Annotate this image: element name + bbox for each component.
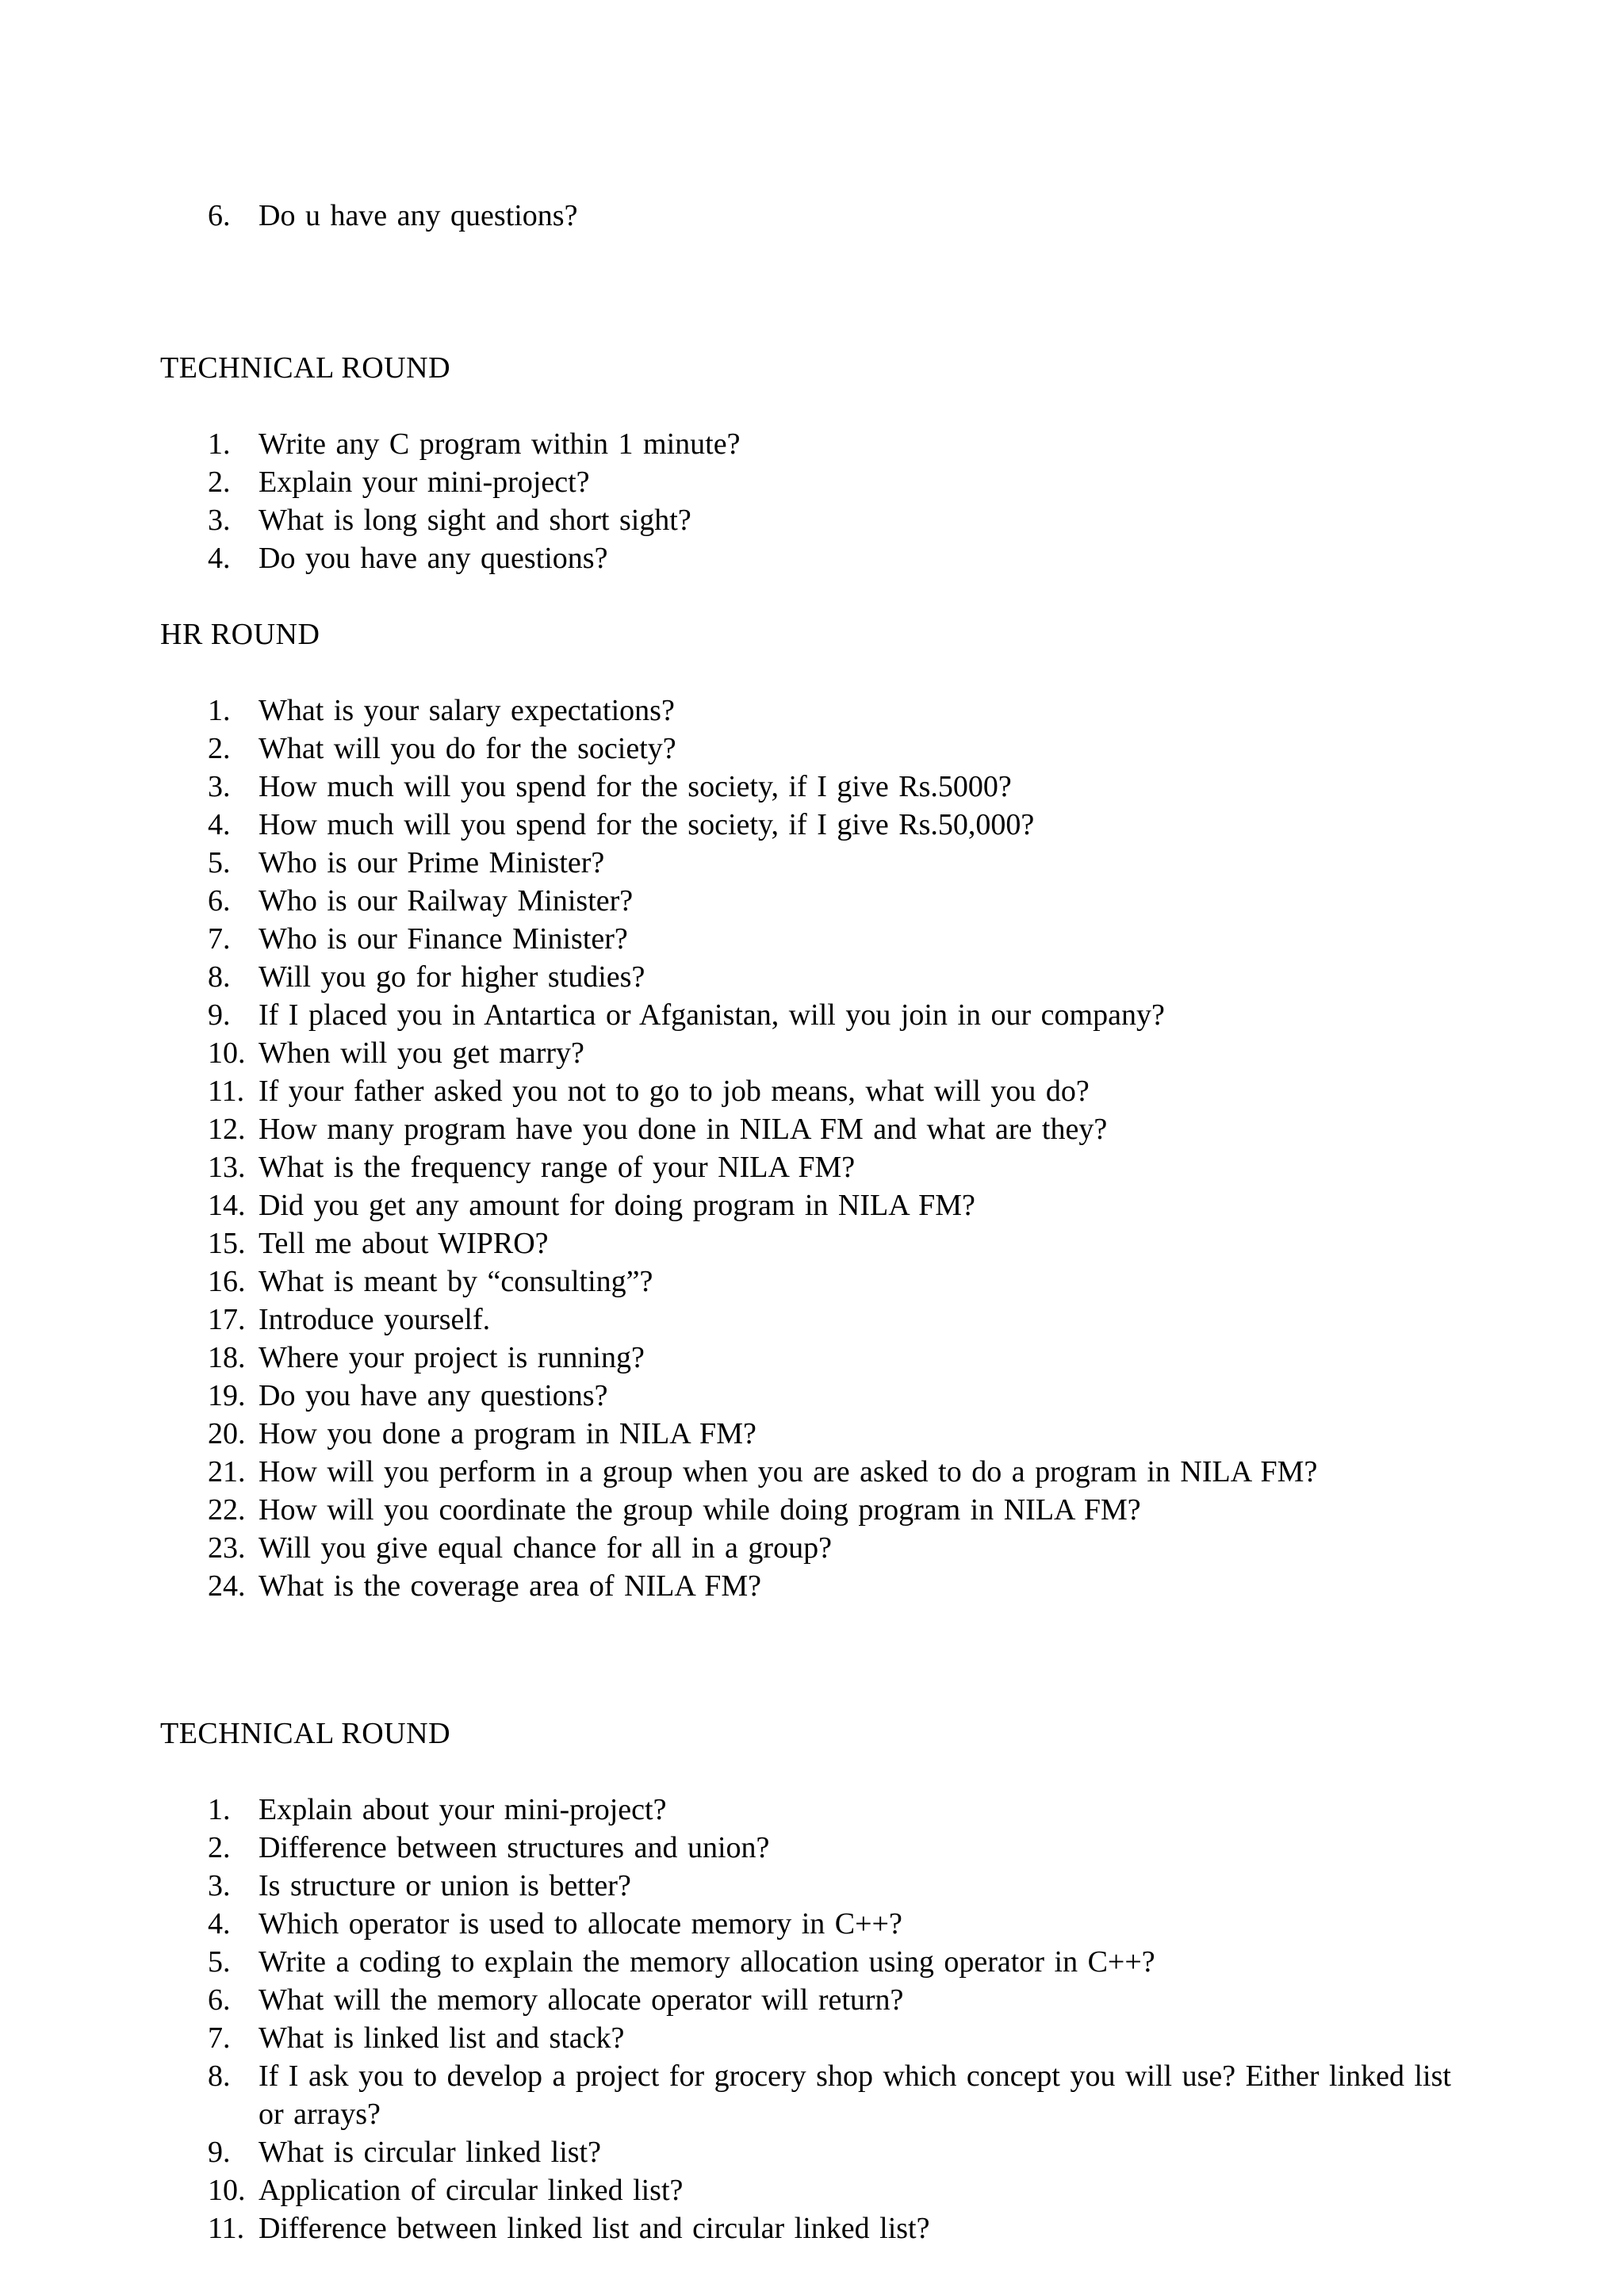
item-text: Will you give equal chance for all in a group? bbox=[259, 1531, 832, 1565]
item-text: Difference between linked list and circular linked list? bbox=[259, 2212, 930, 2245]
section-heading-hr-round: HR ROUND bbox=[160, 618, 320, 651]
item-number: 15. bbox=[208, 1227, 246, 1260]
item-text: Write any C program within 1 minute? bbox=[259, 427, 741, 461]
item-number: 21. bbox=[208, 1455, 246, 1488]
item-text: Explain about your mini-project? bbox=[259, 1793, 667, 1826]
list-item bbox=[0, 425, 1624, 463]
item-text: What is your salary expectations? bbox=[259, 694, 675, 727]
item-text: What is long sight and short sight? bbox=[259, 504, 691, 537]
item-number: 7. bbox=[208, 922, 231, 956]
section-heading-technical-round-2: TECHNICAL ROUND bbox=[160, 1717, 451, 1750]
item-number: 17. bbox=[208, 1303, 246, 1336]
item-text: Who is our Railway Minister? bbox=[259, 884, 634, 918]
list-item bbox=[0, 768, 1624, 806]
list-item bbox=[0, 2133, 1624, 2171]
item-text: Explain your mini-project? bbox=[259, 466, 590, 499]
hr-round-list bbox=[0, 692, 1624, 1605]
list-item bbox=[0, 1453, 1624, 1491]
item-number: 3. bbox=[208, 1869, 231, 1902]
list-item bbox=[0, 920, 1624, 958]
item-number: 10. bbox=[208, 2174, 246, 2207]
item-text: When will you get marry? bbox=[259, 1036, 584, 1070]
item-text: Introduce yourself. bbox=[259, 1303, 491, 1336]
item-number: 2. bbox=[208, 732, 231, 765]
list-item bbox=[0, 1867, 1624, 1905]
list-item bbox=[0, 463, 1624, 501]
item-text: Will you go for higher studies? bbox=[259, 960, 645, 994]
item-text: Do you have any questions? bbox=[259, 542, 608, 575]
list-item bbox=[0, 197, 1624, 235]
item-number: 4. bbox=[208, 1907, 231, 1941]
item-number: 1. bbox=[208, 1793, 231, 1826]
item-text: How you done a program in NILA FM? bbox=[259, 1417, 756, 1450]
item-number: 14. bbox=[208, 1189, 246, 1222]
item-number: 11. bbox=[208, 2212, 245, 2245]
list-item bbox=[0, 882, 1624, 920]
item-text: Application of circular linked list? bbox=[259, 2174, 684, 2207]
section-heading-technical-round-1: TECHNICAL ROUND bbox=[160, 351, 451, 385]
item-text: How much will you spend for the society, if I give Rs.50,000? bbox=[259, 808, 1035, 841]
list-item bbox=[0, 1981, 1624, 2019]
item-text: Did you get any amount for doing program in NILA FM? bbox=[259, 1189, 975, 1222]
item-text: Difference between structures and union? bbox=[259, 1831, 770, 1864]
item-text: What is circular linked list? bbox=[259, 2136, 601, 2169]
item-number: 6. bbox=[208, 884, 231, 918]
item-number: 22. bbox=[208, 1493, 246, 1527]
item-text: How much will you spend for the society, if I give Rs.5000? bbox=[259, 770, 1012, 803]
list-item bbox=[0, 1072, 1624, 1110]
item-number: 9. bbox=[208, 998, 231, 1032]
list-item bbox=[0, 1905, 1624, 1943]
item-number: 23. bbox=[208, 1531, 246, 1565]
item-text: If I ask you to develop a project for grocery shop which concept you will use? Either linked list or arrays? bbox=[259, 2059, 1451, 2131]
item-number: 9. bbox=[208, 2136, 231, 2169]
list-item bbox=[0, 958, 1624, 996]
item-number: 5. bbox=[208, 846, 231, 879]
list-item bbox=[0, 1377, 1624, 1415]
item-text: What will you do for the society? bbox=[259, 732, 676, 765]
item-number: 18. bbox=[208, 1341, 246, 1374]
item-number: 7. bbox=[208, 2021, 231, 2055]
list-item bbox=[0, 1567, 1624, 1605]
item-text: How will you coordinate the group while doing program in NILA FM? bbox=[259, 1493, 1141, 1527]
list-item bbox=[0, 2057, 1624, 2133]
list-item bbox=[0, 1791, 1624, 1829]
list-item bbox=[0, 1491, 1624, 1529]
item-number: 4. bbox=[208, 808, 231, 841]
list-item bbox=[0, 2171, 1624, 2209]
item-text: What is linked list and stack? bbox=[259, 2021, 625, 2055]
item-number: 13. bbox=[208, 1151, 246, 1184]
item-text: If I placed you in Antartica or Afganistan, will you join in our company? bbox=[259, 998, 1165, 1032]
item-text: If your father asked you not to go to job means, what will you do? bbox=[259, 1075, 1090, 1108]
list-item bbox=[0, 1301, 1624, 1339]
list-item bbox=[0, 1148, 1624, 1186]
list-item bbox=[0, 2209, 1624, 2247]
item-number: 3. bbox=[208, 504, 231, 537]
list-item bbox=[0, 1943, 1624, 1981]
item-text: Is structure or union is better? bbox=[259, 1869, 631, 1902]
item-text: Do you have any questions? bbox=[259, 1379, 608, 1412]
item-text: How many program have you done in NILA FM and what are they? bbox=[259, 1113, 1108, 1146]
technical-round-1-list bbox=[0, 425, 1624, 577]
list-item bbox=[0, 1829, 1624, 1867]
item-number: 5. bbox=[208, 1945, 231, 1979]
list-item bbox=[0, 1415, 1624, 1453]
list-item bbox=[0, 844, 1624, 882]
item-number: 4. bbox=[208, 542, 231, 575]
list-item bbox=[0, 730, 1624, 768]
item-text: Where your project is running? bbox=[259, 1341, 645, 1374]
item-number: 1. bbox=[208, 427, 231, 461]
technical-round-2-list bbox=[0, 1791, 1624, 2247]
continued-question-list bbox=[0, 197, 1624, 235]
item-number: 24. bbox=[208, 1569, 246, 1603]
item-number: 16. bbox=[208, 1265, 246, 1298]
list-item bbox=[0, 806, 1624, 844]
item-number: 2. bbox=[208, 466, 231, 499]
list-item bbox=[0, 501, 1624, 539]
item-text: Tell me about WIPRO? bbox=[259, 1227, 549, 1260]
item-text: Do u have any questions? bbox=[259, 199, 578, 232]
list-item bbox=[0, 1262, 1624, 1301]
item-number: 19. bbox=[208, 1379, 246, 1412]
item-text: What is the frequency range of your NILA FM? bbox=[259, 1151, 856, 1184]
item-text: How will you perform in a group when you are asked to do a program in NILA FM? bbox=[259, 1455, 1318, 1488]
list-item bbox=[0, 996, 1624, 1034]
item-number: 20. bbox=[208, 1417, 246, 1450]
item-number: 1. bbox=[208, 694, 231, 727]
list-item bbox=[0, 1224, 1624, 1262]
item-number: 8. bbox=[208, 2059, 231, 2093]
list-item bbox=[0, 1339, 1624, 1377]
list-item bbox=[0, 1186, 1624, 1224]
item-text: Write a coding to explain the memory allocation using operator in C++? bbox=[259, 1945, 1155, 1979]
item-text: What is meant by “consulting”? bbox=[259, 1265, 653, 1298]
item-number: 6. bbox=[208, 199, 231, 232]
item-number: 8. bbox=[208, 960, 231, 994]
list-item bbox=[0, 539, 1624, 577]
list-item bbox=[0, 1034, 1624, 1072]
item-number: 11. bbox=[208, 1075, 245, 1108]
item-number: 3. bbox=[208, 770, 231, 803]
list-item bbox=[0, 2019, 1624, 2057]
list-item bbox=[0, 692, 1624, 730]
item-number: 6. bbox=[208, 1983, 231, 2017]
list-item bbox=[0, 1110, 1624, 1148]
item-number: 12. bbox=[208, 1113, 246, 1146]
item-number: 2. bbox=[208, 1831, 231, 1864]
item-text: What will the memory allocate operator will return? bbox=[259, 1983, 904, 2017]
item-text: Which operator is used to allocate memory in C++? bbox=[259, 1907, 902, 1941]
item-text: Who is our Prime Minister? bbox=[259, 846, 605, 879]
item-number: 10. bbox=[208, 1036, 246, 1070]
item-text: Who is our Finance Minister? bbox=[259, 922, 628, 956]
list-item bbox=[0, 1529, 1624, 1567]
item-text: What is the coverage area of NILA FM? bbox=[259, 1569, 762, 1603]
